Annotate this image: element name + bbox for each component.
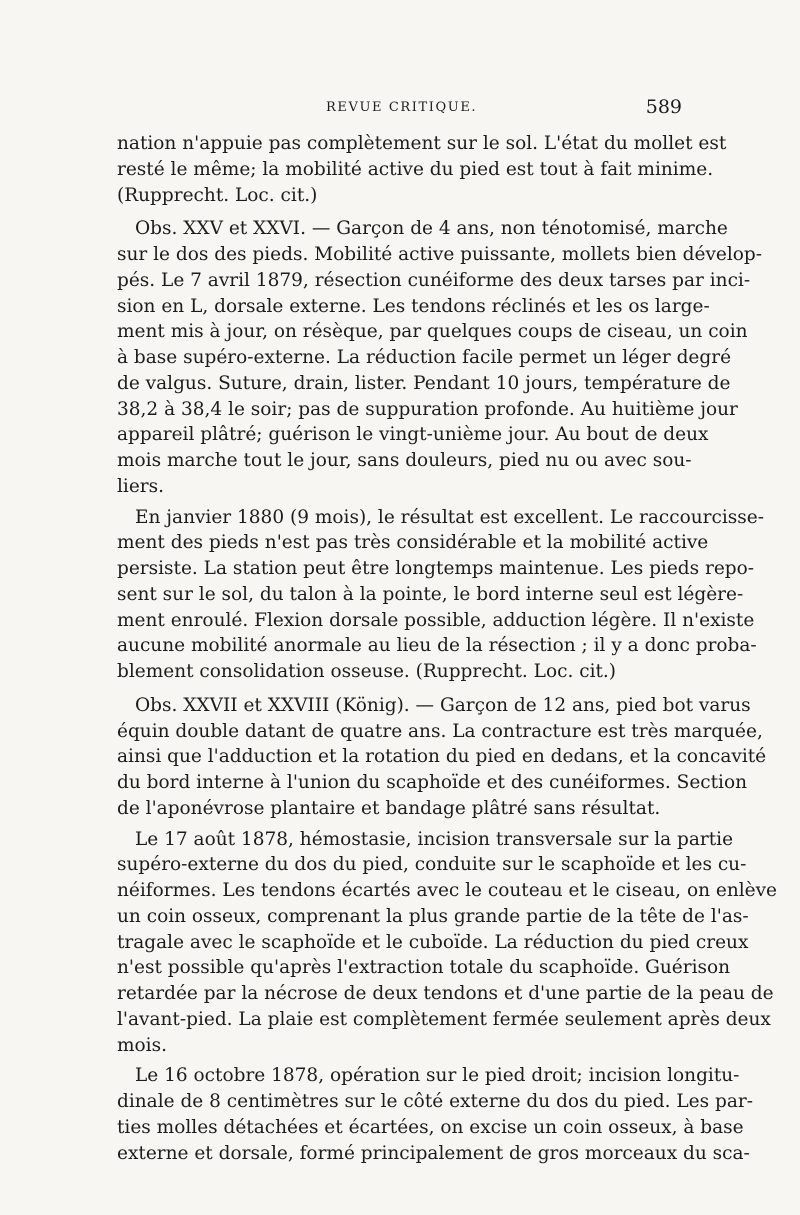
text-line: à base supéro-externe. La réduction facile permet un léger degré: [117, 347, 732, 368]
paragraph-result-1880: [117, 505, 764, 685]
text-line: équin double datant de quatre ans. La contracture est très marquée,: [117, 720, 763, 742]
text-line: nation n'appuie pas complètement sur le sol. L'état du mollet est: [117, 133, 727, 154]
text-line: retardée par la nécrose de deux tendons et d'une partie de la peau de: [117, 983, 774, 1004]
text-line: n'est possible qu'après l'extraction totale du scaphoïde. Guérison: [117, 957, 731, 979]
text-line: de l'aponévrose plantaire et bandage plâtré sans résultat.: [117, 797, 661, 819]
paragraph-obs-xxv-xxvi: [117, 216, 763, 499]
text-line: resté le même; la mobilité active du pied est tout à fait minime.: [117, 158, 714, 180]
text-line: ainsi que l'adduction et la rotation du pied en dedans, et la concavité: [117, 746, 767, 768]
text-line: mois.: [117, 1034, 167, 1056]
text-line: persiste. La station peut être longtemps maintenue. Les pieds repo-: [117, 558, 755, 579]
text-line: pés. Le 7 avril 1879, résection cunéiforme des deux tarses par inci-: [117, 269, 751, 291]
text-line: Le 17 août 1878, hémostasie, incision transversale sur la partie: [135, 828, 734, 850]
text-line: un coin osseux, comprenant la plus grande partie de la tête de l'as-: [117, 905, 749, 927]
text-line: liers.: [117, 475, 164, 497]
text-line: externe et dorsale, formé principalement de gros morceaux du sca-: [117, 1142, 750, 1164]
text-line: sent sur le sol, du talon à la pointe, le bord interne seul est légère-: [117, 583, 744, 605]
paragraph-august-1878: [117, 827, 778, 1059]
page-number: 589: [645, 96, 682, 118]
page-body: [117, 131, 778, 1166]
text-line: du bord interne à l'union du scaphoïde et des cunéiformes. Section: [117, 772, 748, 793]
text-line: Obs. XXV et XXVI. — Garçon de 4 ans, non ténotomisé, marche: [135, 218, 728, 240]
text-line: blement consolidation osseuse. (Rupprecht. Loc. cit.): [117, 661, 617, 682]
text-line: tragale avec le scaphoïde et le cuboïde. La réduction du pied creux: [117, 931, 749, 953]
text-line: dinale de 8 centimètres sur le côté externe du dos du pied. Les par-: [117, 1091, 753, 1112]
text-line: Obs. XXVII et XXVIII (König). — Garçon de 12 ans, pied bot varus: [135, 694, 751, 716]
text-line: supéro-externe du dos du pied, conduite sur le scaphoïde et les cu-: [117, 854, 747, 876]
text-line: néiformes. Les tendons écartés avec le couteau et le ciseau, on enlève: [117, 880, 778, 901]
text-line: ment mis à jour, on résèque, par quelques coups de ciseau, un coin: [117, 321, 748, 343]
paragraph-october-1878: [117, 1063, 753, 1166]
text-line: mois marche tout le jour, sans douleurs, pied nu ou avec sou-: [117, 450, 692, 471]
paragraph-obs-xxvii-xxviii: [117, 693, 767, 822]
page-header: [116, 96, 682, 124]
text-line: (Rupprecht. Loc. cit.): [117, 184, 318, 206]
running-title: REVUE CRITIQUE.: [326, 100, 478, 115]
text-line: sion en L, dorsale externe. Les tendons réclinés et les os large-: [117, 295, 710, 317]
text-line: sur le dos des pieds. Mobilité active puissante, mollets bien dévelop-: [117, 244, 763, 265]
text-line: l'avant-pied. La plaie est complètement fermée seulement après deux: [117, 1008, 771, 1030]
text-line: Le 16 octobre 1878, opération sur le pied droit; incision longitu-: [135, 1065, 740, 1087]
text-line: ment des pieds n'est pas très considérable et la mobilité active: [117, 532, 709, 554]
text-line: aucune mobilité anormale au lieu de la résection ; il y a donc proba-: [117, 635, 757, 657]
text-line: appareil plâtré; guérison le vingt-unième jour. Au bout de deux: [117, 424, 709, 446]
paragraph-continuation: [117, 131, 727, 208]
text-line: En janvier 1880 (9 mois), le résultat est excellent. Le raccourcisse-: [135, 506, 764, 528]
text-line: 38,2 à 38,4 le soir; pas de suppuration profonde. Au huitième jour: [117, 398, 738, 420]
text-line: de valgus. Suture, drain, lister. Pendant 10 jours, température de: [117, 372, 731, 394]
text-line: ment enroulé. Flexion dorsale possible, adduction légère. Il n'existe: [117, 609, 755, 631]
text-line: ties molles détachées et écartées, on excise un coin osseux, à base: [117, 1116, 744, 1138]
